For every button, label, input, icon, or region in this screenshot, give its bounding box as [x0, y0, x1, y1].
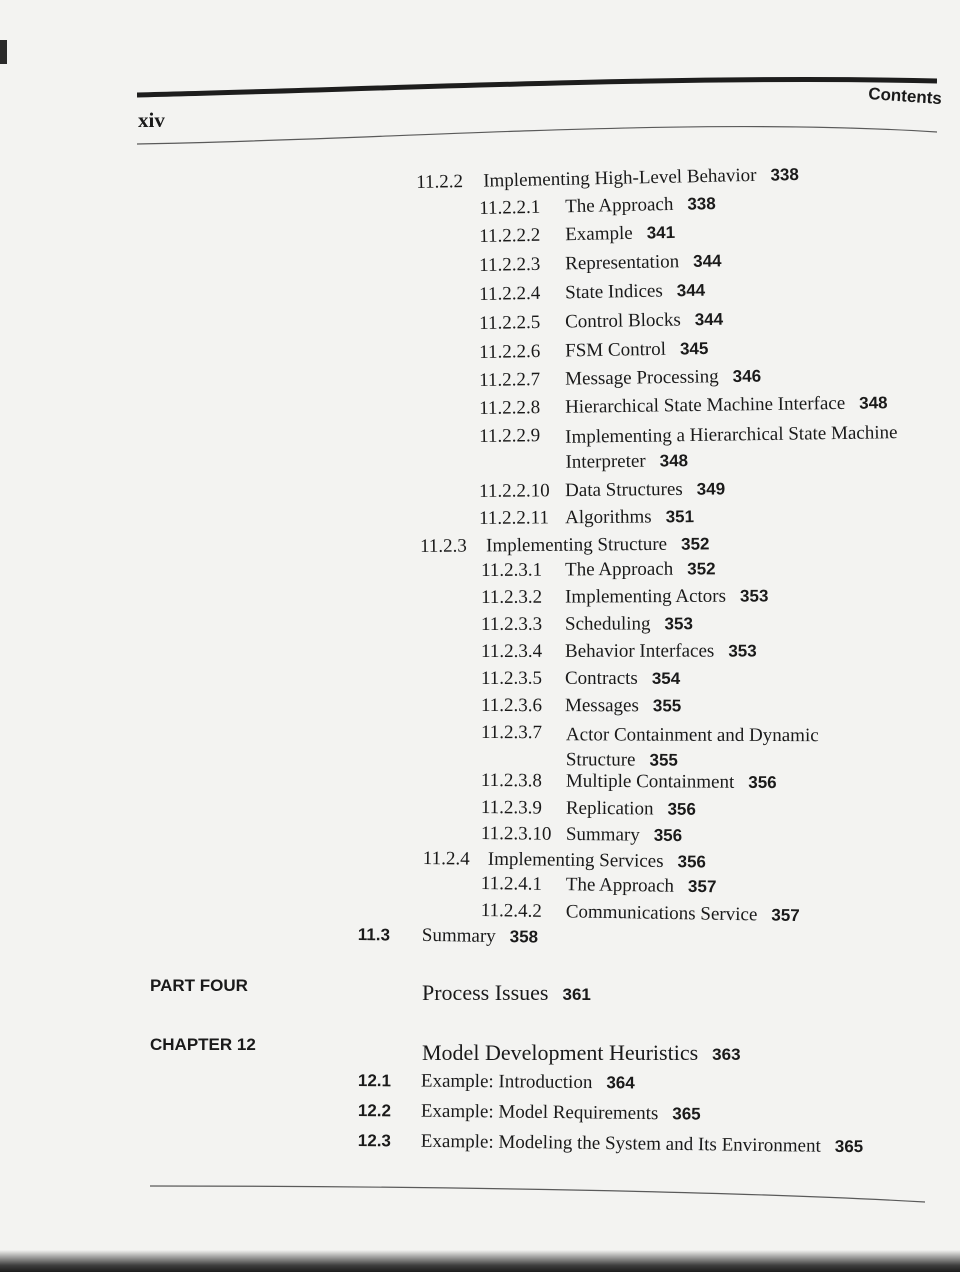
toc-page: 358: [509, 927, 539, 947]
toc-page: 353: [728, 641, 757, 661]
toc-title-text: Actor Containment and Dynamic: [565, 724, 819, 747]
toc-title-text: Message Processing: [564, 366, 719, 390]
toc-page: 338: [770, 164, 800, 185]
toc-page: 349: [696, 479, 726, 499]
toc-title-text: Implementing Services: [487, 848, 664, 872]
toc-title-text: Multiple Containment: [565, 770, 735, 793]
page-number: xiv: [138, 108, 165, 132]
toc-title-text: Summary: [565, 823, 640, 846]
chapter-title: [422, 1040, 741, 1066]
toc-page: 356: [667, 799, 696, 819]
chapter-section-number: 12.3: [357, 1130, 392, 1151]
chapter-section-page: 365: [834, 1136, 864, 1157]
toc-title-text: The Approach: [564, 558, 674, 581]
toc-title-text: Summary: [421, 924, 496, 947]
toc-title: [566, 798, 696, 821]
toc-title: [565, 613, 693, 635]
toc-number: 11.2.3.6: [480, 695, 543, 717]
toc-number: 11.2.4.2: [480, 900, 543, 922]
toc-title-text: Scheduling: [564, 613, 651, 635]
toc-title-text: Data Structures: [564, 478, 683, 502]
toc-page: 352: [680, 534, 710, 554]
toc-number: 11.2.2.2: [479, 224, 541, 247]
toc-number: 11.2.3.9: [480, 797, 543, 819]
toc-number: 11.2.2.10: [479, 480, 550, 502]
toc-title: [566, 824, 682, 847]
toc-title: [565, 420, 898, 475]
chapter-section-title-text: Example: Modeling the System and Its Environment: [420, 1130, 821, 1157]
toc-title-text: State Indices: [564, 280, 663, 304]
toc-number: 11.2.2.11: [479, 507, 550, 529]
toc-title-text: Algorithms: [564, 506, 652, 529]
chapter-page: 363: [712, 1045, 741, 1064]
toc-page: 344: [692, 251, 722, 271]
toc-title: [565, 668, 680, 690]
toc-page: 348: [659, 451, 689, 471]
toc-title: [565, 366, 761, 391]
toc-page: 353: [664, 614, 693, 634]
part-label: PART FOUR: [150, 976, 248, 995]
toc-number: 11.2.2.1: [479, 196, 541, 219]
toc-title-text: Hierarchical State Machine Interface: [564, 392, 846, 418]
toc-number: 11.2.4.1: [480, 873, 543, 895]
toc-title: [566, 722, 819, 773]
toc-number: 11.2.3: [420, 535, 467, 557]
toc-number: 11.2.2.5: [479, 311, 541, 334]
toc-title: [565, 250, 722, 275]
toc-title-continued: Interpreter: [565, 450, 646, 473]
toc-number: 11.2.2.6: [479, 340, 541, 363]
toc-title: [565, 222, 675, 246]
toc-title-text: Messages: [564, 695, 639, 717]
toc-page: 344: [694, 309, 724, 330]
toc-number: 11.2.4: [422, 848, 470, 870]
chapter-section-title-text: Example: Model Requirements: [420, 1100, 659, 1125]
toc-page: 352: [687, 559, 716, 579]
toc-title: [565, 193, 716, 218]
toc-number: 11.2.3.10: [480, 823, 552, 845]
chapter-section-number: 12.1: [357, 1071, 392, 1091]
toc-page: 356: [653, 825, 683, 846]
toc-page: 353: [739, 586, 769, 606]
toc-number: 11.2.2.4: [479, 282, 541, 305]
toc-title-text: The Approach: [564, 193, 674, 218]
toc-page: 338: [687, 194, 716, 214]
toc-title-text: Example: [564, 222, 633, 246]
toc-title-text: Replication: [565, 797, 654, 820]
chapter-section-title-text: Example: Introduction: [420, 1070, 593, 1094]
toc-title-continued: Structure: [565, 749, 636, 771]
toc-title-text: Behavior Interfaces: [564, 640, 715, 662]
toc-title: [566, 771, 777, 794]
toc-title: [565, 392, 888, 419]
toc-title: [565, 478, 725, 502]
toc-page: 354: [651, 669, 681, 688]
toc-title-text: Implementing Structure: [485, 533, 668, 557]
toc-title: [483, 164, 799, 193]
toc-page: 348: [859, 393, 888, 413]
chapter-title-text: Model Development Heuristics: [422, 1040, 699, 1065]
toc-title: [565, 506, 694, 529]
toc-title-text: Representation: [564, 251, 680, 275]
toc-number: 11.3: [357, 924, 391, 945]
toc-number: 11.2.3.2: [481, 586, 543, 608]
toc-title: [565, 641, 757, 663]
toc-number: 11.2.3.3: [481, 613, 543, 635]
chapter-section-page: 364: [606, 1073, 635, 1093]
toc-title: [565, 338, 709, 362]
toc-title: [566, 901, 800, 927]
toc-title: [565, 280, 705, 305]
bottom-edge-shadow: [0, 1250, 960, 1272]
chapter-section-title: [421, 1071, 635, 1095]
toc-title: [565, 558, 716, 581]
chapter-section-number: 12.2: [357, 1101, 392, 1121]
chapter-section-title: [421, 1101, 701, 1126]
toc-title-text: Communications Service: [565, 901, 758, 926]
toc-title-text: Contracts: [565, 668, 638, 689]
toc-title: [566, 874, 717, 898]
toc-title-text: FSM Control: [564, 338, 667, 362]
toc-page: 341: [646, 222, 676, 243]
toc-title: [486, 533, 710, 557]
toc-title-text: Implementing a Hierarchical State Machine: [565, 422, 898, 448]
toc-number: 11.2.3.1: [481, 559, 543, 581]
toc-page: 344: [676, 280, 706, 301]
part-page: 361: [562, 985, 591, 1004]
chapter-section-page: 365: [672, 1104, 701, 1124]
toc-title: [565, 695, 681, 717]
toc-page: 355: [652, 696, 682, 716]
running-title: Contents: [867, 84, 943, 109]
toc-number: 11.2.3.4: [481, 640, 543, 662]
part-title-text: Process Issues: [422, 980, 549, 1005]
toc-title-text: Implementing Actors: [564, 585, 727, 608]
toc-title: [565, 309, 723, 334]
toc-page: 356: [748, 772, 777, 793]
toc-page: 355: [649, 750, 678, 770]
toc-page: 345: [679, 338, 709, 359]
chapter-label: CHAPTER 12: [150, 1035, 256, 1054]
toc-title-text: The Approach: [565, 874, 675, 897]
toc-number: 11.2.3.8: [480, 770, 543, 792]
toc-title: [565, 585, 768, 608]
toc-page: 346: [732, 366, 762, 387]
part-title: [422, 980, 591, 1006]
toc-number: 11.2.3.7: [480, 722, 543, 744]
toc-page: 357: [687, 876, 717, 897]
toc-page: 351: [665, 507, 695, 527]
toc-number: 11.2.2.9: [479, 425, 541, 447]
toc-page: 356: [677, 852, 707, 872]
toc-number: 11.2.2.8: [479, 397, 541, 419]
toc-number: 11.2.3.5: [481, 668, 543, 689]
toc-title: [422, 925, 539, 949]
toc-number: 11.2.2.7: [479, 369, 541, 391]
toc-title-text: Control Blocks: [564, 309, 681, 333]
toc-title-text: Implementing High-Level Behavior: [482, 164, 757, 192]
toc-title: [488, 849, 706, 874]
toc-page: 357: [771, 905, 800, 926]
toc-number: 11.2.2: [416, 171, 464, 193]
toc-number: 11.2.2.3: [479, 253, 541, 276]
